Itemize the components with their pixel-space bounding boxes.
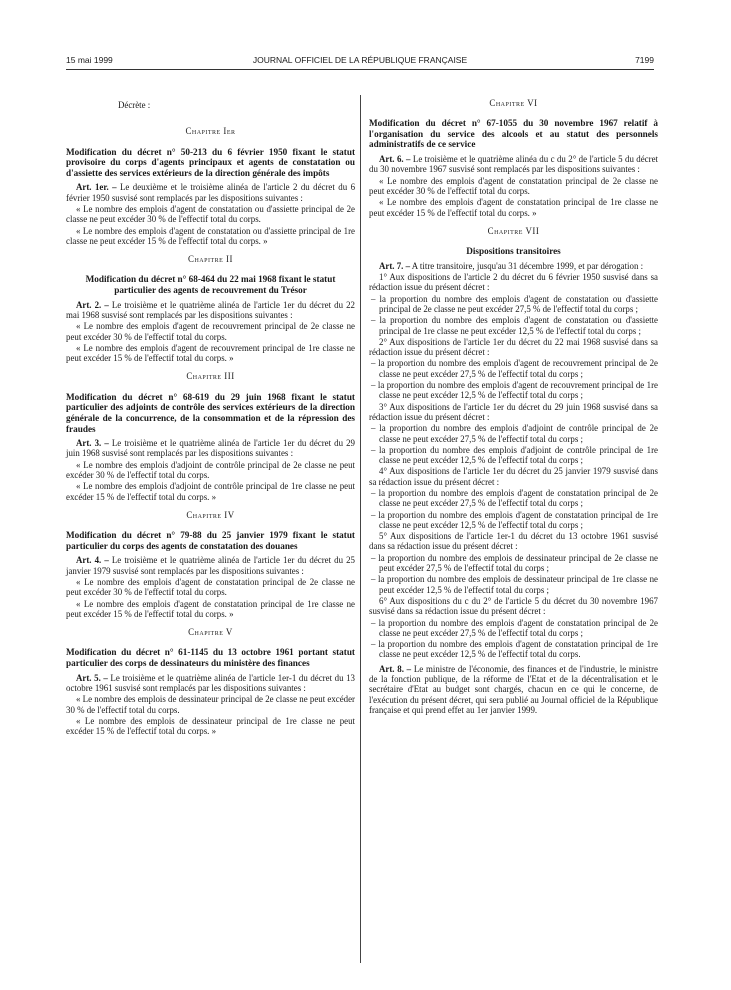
dash-item: – la proportion du nombre des emplois d'adjoint de contrôle principal de 1re classe ne peut excéder 12,5 % de l'effectif total du corps ; [371, 444, 658, 466]
subsection-3: 3° Aux dispositions de l'article 1er du décret du 29 juin 1968 susvisé dans sa rédaction issue du présent décret : [369, 401, 658, 422]
chapter-heading: Chapitre Ier [185, 126, 236, 137]
dash-item: – la proportion du nombre des emplois d'agent de constatation principal de 2e classe ne peut excéder 27,5 % de l'effectif total du corps ; [371, 487, 658, 509]
dash-item: – la proportion du nombre des emplois d'agent de constatation principal de 2e classe ne peut excéder 27,5 % de l'effectif total du corps ; [371, 617, 658, 638]
chapter-title: Modification du décret n° 50-213 du 6 février 1950 fixant le statut provisoire du corps d'agents principaux et agents de constatation ou d'assiette des services extérieurs de la direction générale des impôts [66, 146, 355, 178]
article-label: Art. 4. – [76, 555, 109, 566]
dash-item: – la proportion du nombre des emplois d'agent de recouvrement principal de 1re classe ne peut excéder 12,5 % de l'effectif total du corps ; [371, 380, 658, 401]
page-header [66, 55, 654, 69]
dash-item: – la proportion du nombre des emplois d'agent de constatation principal de 1re classe ne peut excéder 12,5 % de l'effectif total du corps. [371, 639, 658, 660]
header-rule [66, 69, 654, 70]
right-column [369, 98, 658, 721]
article-label: Art. 7. – [379, 260, 411, 271]
chapter-title: Dispositions transitoires [466, 246, 561, 257]
quote-paragraph: « Le nombre des emplois d'agent de constatation principal de 2e classe ne peut excéder 30 % de l'effectif total du corps. [369, 175, 658, 196]
article-text: Le troisième et le quatrième alinéa de l'article 1er du décret du 29 juin 1968 susvisé sont remplacés par les dispositions suivantes : [66, 438, 355, 459]
chapter-heading: Chapitre V [188, 627, 233, 638]
chapter-heading: Chapitre II [188, 254, 233, 265]
journal-title: JOURNAL OFFICIEL DE LA RÉPUBLIQUE FRANÇAISE [252, 55, 468, 65]
subsection-2: 2° Aux dispositions de l'article 1er du décret du 22 mai 1968 susvisé dans sa rédaction issue du présent décret : [369, 336, 658, 358]
article-text: Le ministre de l'économie, des finances et de l'industrie, le ministre de la fonction publique, de la réforme de l'Etat et de la décentralisation et le secrétaire d'Etat au budget sont chargés, chacun en ce qui le concerne, de l'exécution du présent décret, qui sera publié au Journal officiel de la République française et qui prend effet au 1er janvier 1999. [369, 663, 658, 715]
quote-paragraph: « Le nombre des emplois d'agent de recouvrement principal de 2e classe ne peut excéder 30 % de l'effectif total du corps. [66, 321, 355, 342]
chapter-1 [66, 126, 355, 246]
chapter-2 [66, 254, 355, 363]
quote-paragraph: « Le nombre des emplois d'agent de constatation principal de 2e classe ne peut excéder 30 % de l'effectif total du corps. [66, 576, 355, 598]
article-text: Le troisième et le quatrième alinéa de l'article 1er-1 du décret du 13 octobre 1961 susvisé sont remplacés par les dispositions suivantes : [66, 672, 355, 693]
chapter-heading: Chapitre IV [186, 509, 235, 520]
article-label: Art. 5. – [76, 672, 108, 683]
dash-item: – la proportion du nombre des emplois d'agent de recouvrement principal de 2e classe ne peut excéder 27,5 % de l'effectif total du corps ; [371, 358, 658, 379]
quote-paragraph: « Le nombre des emplois d'adjoint de contrôle principal de 1re classe ne peut excéder 15 % de l'effectif total du corps. » [66, 481, 355, 502]
chapter-title: Modification du décret n° 68-464 du 22 mai 1968 fixant le statut particulier des agents de recouvrement du Trésor [85, 274, 336, 296]
dash-item: – la proportion du nombre des emplois d'agent de constatation ou d'assiette principal de 1re classe ne peut excéder 12,5 % de l'effectif total du corps ; [371, 315, 658, 336]
article-5 [66, 673, 355, 694]
chapter-title: Modification du décret n° 67-1055 du 30 novembre 1967 relatif à l'organisation du service des alcools et au statut des personnels administratifs de ce service [369, 118, 658, 150]
article-1 [66, 182, 355, 203]
chapter-6 [369, 98, 658, 218]
article-text: Le troisième et le quatrième alinéa du c du 2° de l'article 5 du décret du 30 novembre 1967 susvisé sont remplacés par les dispositions suivantes : [369, 154, 658, 175]
dash-item: – la proportion du nombre des emplois de dessinateur principal de 2e classe ne peut excéder 27,5 % de l'effectif total du corps ; [371, 552, 658, 574]
chapter-heading: Chapitre VI [489, 98, 538, 108]
quote-paragraph: « Le nombre des emplois d'agent de constatation ou d'assiette principal de 1re classe ne peut excéder 15 % de l'effectif total du corps. » [66, 225, 355, 246]
quote-paragraph: « Le nombre des emplois de dessinateur principal de 2e classe ne peut excéder 30 % de l'effectif total du corps. [66, 694, 355, 715]
chapter-title: Modification du décret n° 68-619 du 29 juin 1968 fixant le statut particulier des adjoints de contrôle des services extérieurs de la direction générale de la concurrence, de la consommation et de la répression des fraudes [66, 391, 355, 434]
subsection-5: 5° Aux dispositions de l'article 1er-1 du décret du 13 octobre 1961 susvisé dans sa rédaction issue du présent décret : [369, 531, 658, 552]
article-label: Art. 6. – [379, 154, 411, 165]
article-text: Le deuxième et le troisième alinéa de l'article 2 du décret du 6 février 1950 susvisé sont remplacés par les dispositions suivantes : [66, 182, 356, 203]
chapter-title: Modification du décret n° 79-88 du 25 janvier 1979 fixant le statut particulier du corps des agents de constatation des douanes [66, 530, 355, 551]
dash-item: – la proportion du nombre des emplois d'agent de constatation ou d'assiette principal de 2e classe ne peut excéder 27,5 % de l'effectif total du corps ; [371, 293, 658, 314]
article-label: Art. 8. – [379, 663, 412, 674]
chapter-4 [66, 510, 355, 619]
quote-paragraph: « Le nombre des emplois d'agent de constatation ou d'assiette principal de 2e classe ne peut excéder 30 % de l'effectif total du corps. [66, 203, 355, 225]
article-8 [369, 664, 658, 715]
quote-paragraph: « Le nombre des emplois d'agent de recouvrement principal de 1re classe ne peut excéder 15 % de l'effectif total du corps. » [66, 342, 355, 364]
article-label: Art. 2. – [76, 299, 109, 310]
subsection-4: 4° Aux dispositions de l'article 1er du décret du 25 janvier 1979 susvisé dans sa rédaction issue du présent décret : [369, 466, 658, 487]
article-6 [369, 154, 658, 175]
article-text: A titre transitoire, jusqu'au 31 décembre 1999, et par dérogation : [410, 260, 644, 271]
article-2 [66, 300, 355, 321]
left-column [66, 100, 355, 742]
article-label: Art. 3. – [76, 438, 109, 449]
decrete-label: Décrète : [118, 100, 151, 110]
article-7 [369, 261, 658, 271]
quote-paragraph: « Le nombre des emplois d'agent de constatation principal de 1re classe ne peut excéder 15 % de l'effectif total du corps. » [66, 598, 355, 619]
dash-item: – la proportion du nombre des emplois de dessinateur principal de 1re classe ne peut excéder 12,5 % de l'effectif total du corps ; [371, 574, 658, 595]
article-label: Art. 1er. – [76, 182, 117, 193]
subsection-1: 1° Aux dispositions de l'article 2 du décret du 6 février 1950 susvisé dans sa rédaction issue du présent décret : [369, 272, 658, 293]
article-text: Le troisième et le quatrième alinéa de l'article 1er du décret du 22 mai 1968 susvisé sont remplacés par les dispositions suivantes : [66, 299, 355, 320]
chapter-title: Modification du décret n° 61-1145 du 13 octobre 1961 portant statut particulier des corps de dessinateurs du ministère des finances [66, 647, 355, 669]
chapter-heading: Chapitre VII [487, 225, 540, 236]
article-3 [66, 438, 355, 459]
dash-item: – la proportion du nombre des emplois d'agent de constatation principal de 1re classe ne peut excéder 12,5 % de l'effectif total du corps ; [371, 509, 658, 530]
article-4 [66, 555, 355, 576]
chapter-7 [369, 226, 658, 715]
subsection-6: 6° Aux dispositions du c du 2° de l'article 5 du décret du 30 novembre 1967 susvisé dans sa rédaction issue du présent décret : [369, 595, 658, 617]
chapter-3 [66, 371, 355, 501]
quote-paragraph: « Le nombre des emplois d'agent de constatation principal de 1re classe ne peut excéder 15 % de l'effectif total du corps. » [369, 197, 658, 218]
article-text: Le troisième et le quatrième alinéa de l'article 1er du décret du 25 janvier 1979 susvisé sont remplacés par les dispositions suivantes : [66, 555, 355, 576]
quote-paragraph: « Le nombre des emplois de dessinateur principal de 1re classe ne peut excéder 15 % de l'effectif total du corps. » [66, 715, 355, 737]
quote-paragraph: « Le nombre des emplois d'adjoint de contrôle principal de 2e classe ne peut excéder 30 % de l'effectif total du corps. [66, 459, 355, 480]
dash-item: – la proportion du nombre des emplois d'adjoint de contrôle principal de 2e classe ne peut excéder 27,5 % de l'effectif total du corps ; [371, 423, 658, 444]
column-divider [360, 95, 361, 963]
page-number: 7199 [635, 55, 654, 65]
chapter-5 [66, 627, 355, 736]
chapter-heading: Chapitre III [186, 371, 235, 382]
issue-date: 15 mai 1999 [66, 55, 113, 65]
